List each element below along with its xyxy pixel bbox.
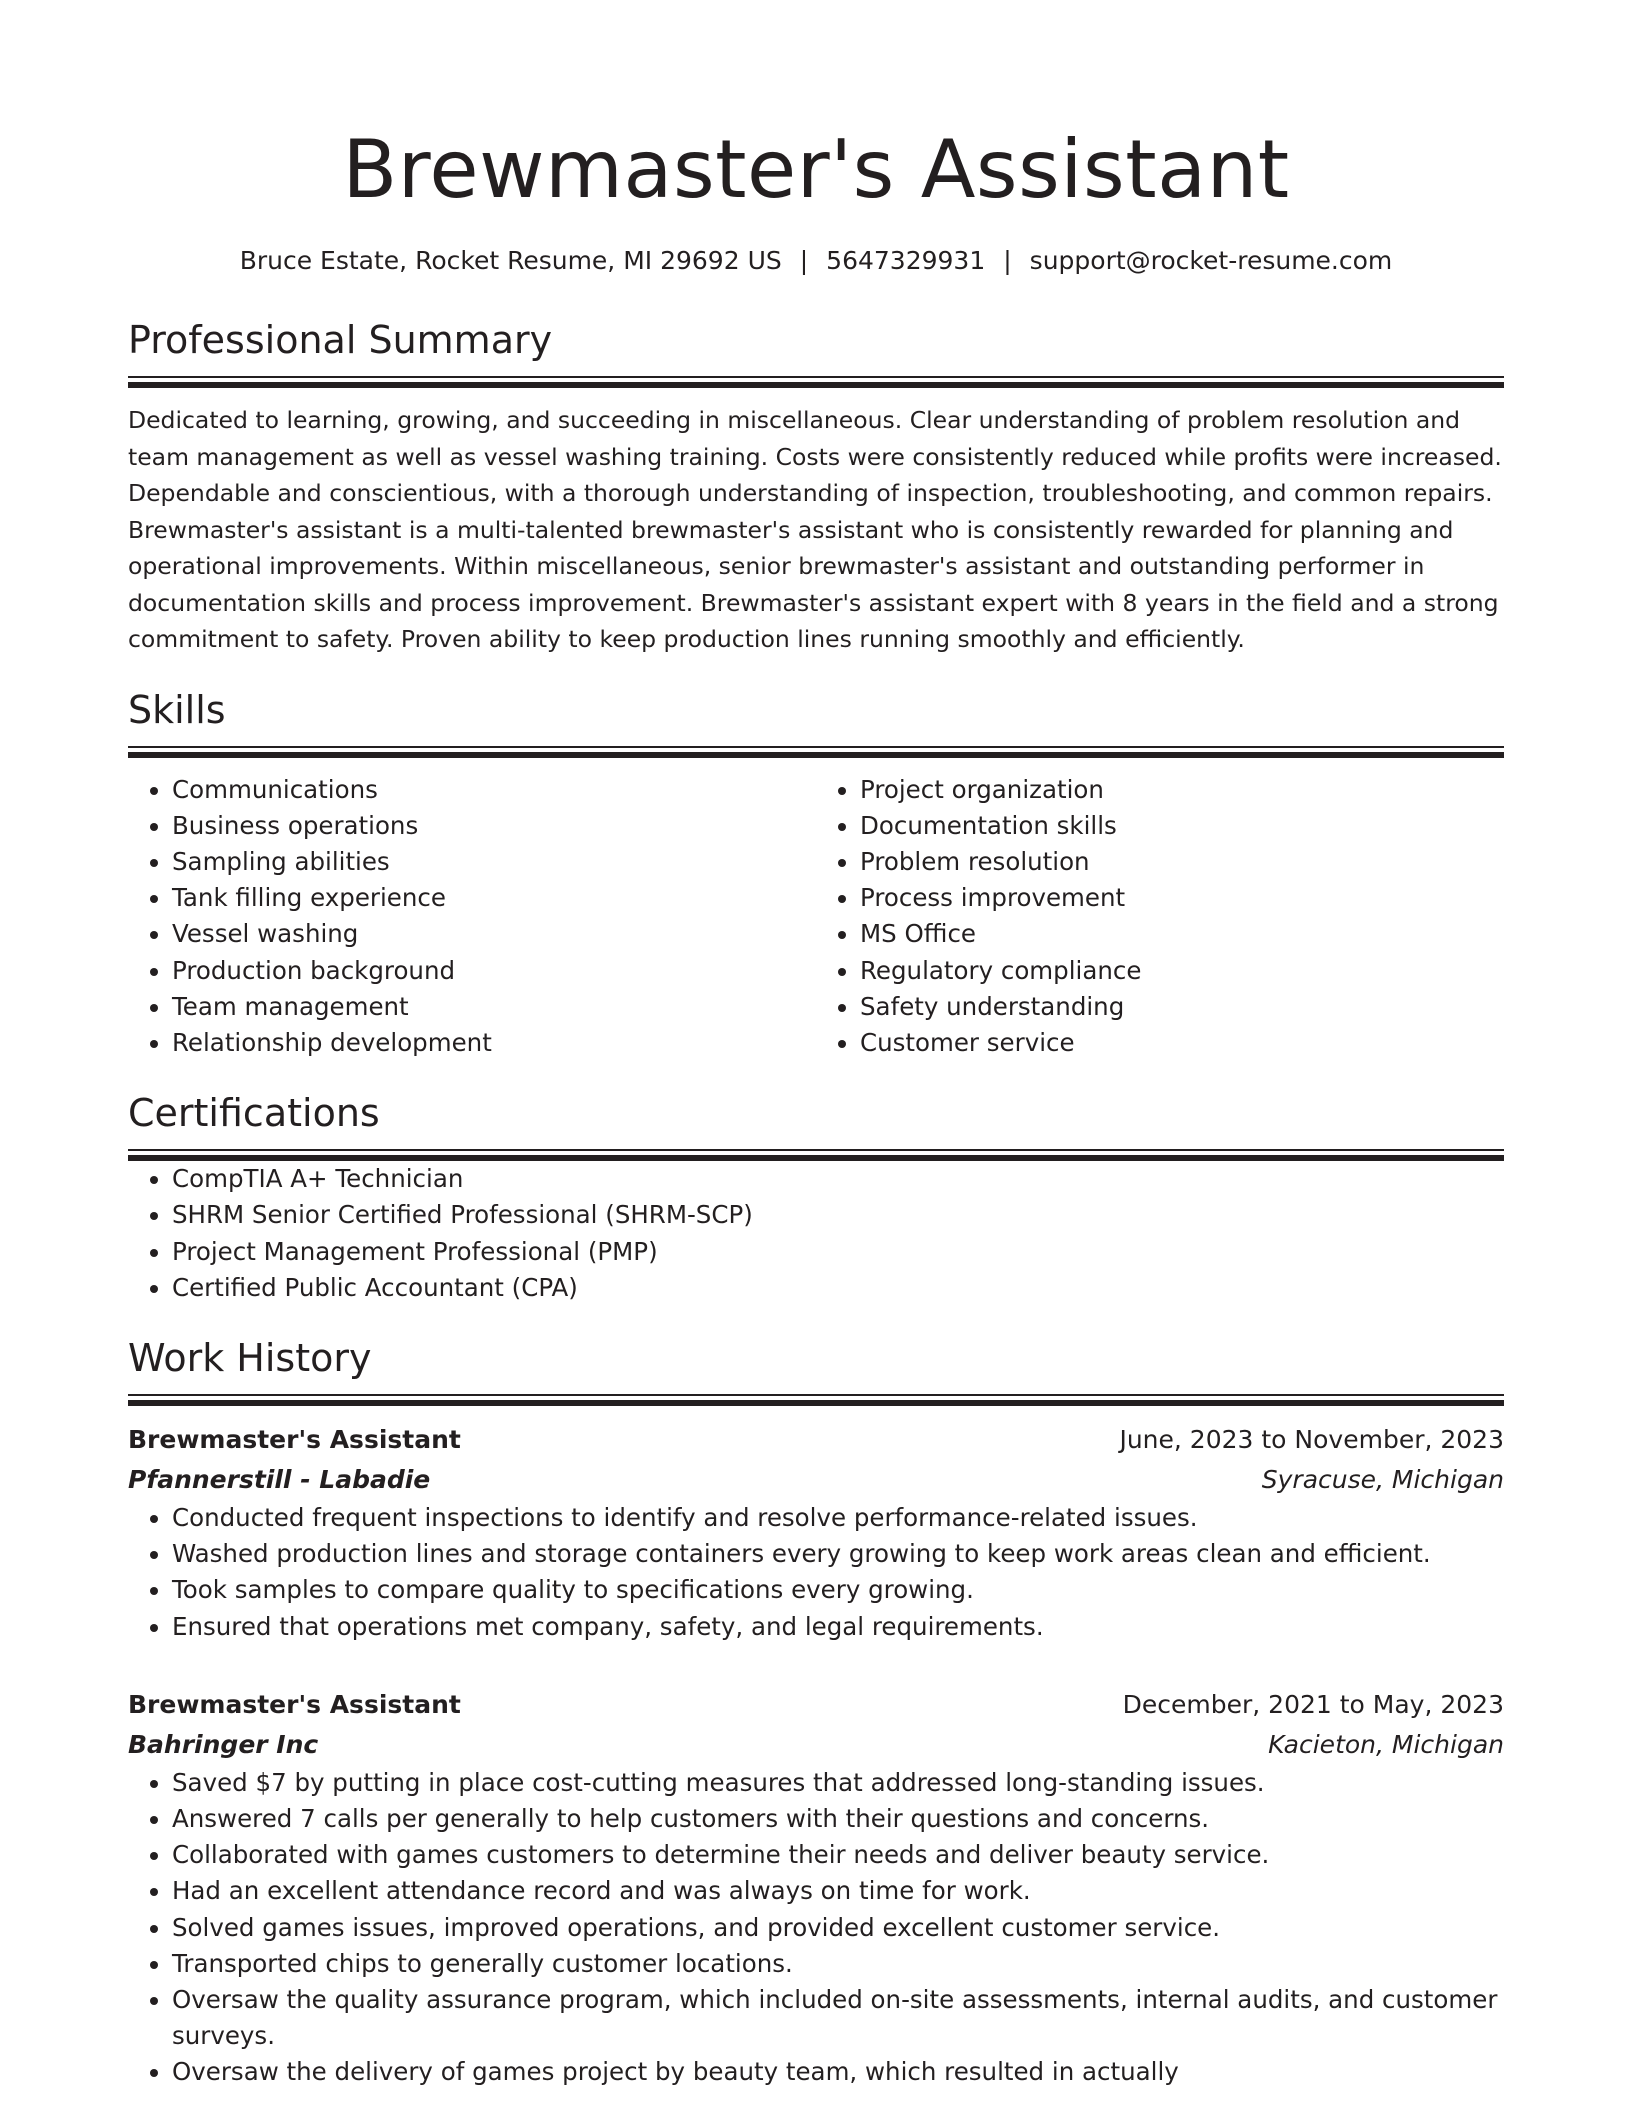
section-divider [128,1149,1504,1161]
skill-item: • Sampling abilities [172,844,816,880]
job-title: Brewmaster's Assistant [128,1424,461,1454]
skill-item: • Business operations [172,808,816,844]
resume-page [128,0,1504,2091]
certification-item: • Certified Public Accountant (CPA) [172,1270,1504,1306]
section-divider [128,376,1504,388]
job-duty-item: • Oversaw the quality assurance program, which included on-site assessments, internal audits, and customer surveys. [172,1982,1504,2054]
certifications-section [128,1089,1504,1306]
job-entry [128,1420,1504,1645]
certifications-list [128,1161,1504,1306]
skill-item: • Team management [172,989,816,1025]
skill-item: • Vessel washing [172,916,816,952]
contact-email: support@rocket-resume.com [1029,246,1393,275]
contact-address: Bruce Estate, Rocket Resume, MI 29692 US [239,246,782,275]
contact-separator: | [1003,246,1012,275]
skills-section [128,686,1504,1062]
job-duty-item: • Ensured that operations met company, safety, and legal requirements. [172,1609,1504,1645]
job-dates: December, 2021 to May, 2023 [1122,1689,1504,1719]
skill-item: • Customer service [860,1025,1504,1061]
job-duties-list [128,1765,1504,2091]
skill-item: • Project organization [860,772,1504,808]
skill-item: • MS Office [860,916,1504,952]
certification-item: • CompTIA A+ Technician [172,1161,1504,1197]
skill-item: • Tank filling experience [172,880,816,916]
job-entry [128,1685,1504,2091]
job-duty-item: • Saved $7 by putting in place cost-cutting measures that addressed long-standing issues. [172,1765,1504,1801]
job-duty-item: • Washed production lines and storage containers every growing to keep work areas clean and efficient. [172,1536,1504,1572]
job-duty-item: • Collaborated with games customers to determine their needs and deliver beauty service. [172,1837,1504,1873]
job-header-row [128,1420,1504,1460]
skills-list-left [128,772,816,1062]
skill-item: • Regulatory compliance [860,953,1504,989]
certification-item: • SHRM Senior Certified Professional (SHRM-SCP) [172,1197,1504,1233]
section-divider [128,746,1504,758]
job-duty-item: • Transported chips to generally customer locations. [172,1946,1504,1982]
job-duty-item: • Answered 7 calls per generally to help customers with their questions and concerns. [172,1801,1504,1837]
contact-phone: 5647329931 [826,246,986,275]
skill-item: • Process improvement [860,880,1504,916]
section-divider [128,1394,1504,1406]
job-duty-item: • Had an excellent attendance record and was always on time for work. [172,1873,1504,1909]
job-duty-item: • Oversaw the delivery of games project by beauty team, which resulted in actually [172,2054,1504,2090]
certification-item: • Project Management Professional (PMP) [172,1234,1504,1270]
skill-item: • Relationship development [172,1025,816,1061]
job-header-row [128,1685,1504,1725]
job-subheader-row [128,1460,1504,1500]
section-title-work-history: Work History [128,1335,372,1380]
job-subheader-row [128,1725,1504,1765]
job-duty-item: • Solved games issues, improved operations, and provided excellent customer service. [172,1910,1504,1946]
contact-separator: | [799,246,809,275]
skill-item: • Production background [172,953,816,989]
job-location: Syracuse, Michigan [1261,1464,1504,1494]
skill-item: • Safety understanding [860,989,1504,1025]
job-duty-item: • Took samples to compare quality to specifications every growing. [172,1572,1504,1608]
job-duty-item: • Conducted frequent inspections to identify and resolve performance-related issues. [172,1500,1504,1536]
job-company: Bahringer Inc [128,1729,319,1759]
job-duties-list [128,1500,1504,1645]
summary-text: Dedicated to learning, growing, and succeeding in miscellaneous. Clear understanding of problem resolution and team management as well as vessel washing training. Costs were consistently reduced while profits were increased. Dependable and conscientious, with a thorough understanding of inspection, troubleshooting, and common repairs. Brewmaster's assistant is a multi-talented brewmaster's assistant who is consistently rewarded for planning and operational improvements. Within miscellaneous, senior brewmaster's assistant and outstanding performer in documentation skills and process improvement. Brewmaster's assistant expert with 8 years in the field and a strong commitment to safety. Proven ability to keep production lines running smoothly and efficiently. [128,406,1502,653]
work-history-section [128,1334,1504,2091]
job-company: Pfannerstill - Labadie [128,1464,431,1494]
job-location: Kacieton, Michigan [1268,1729,1504,1759]
job-dates: June, 2023 to November, 2023 [1119,1424,1504,1454]
contact-line [128,244,1504,278]
skills-columns [128,772,1504,1062]
section-title-summary: Professional Summary [128,318,553,362]
professional-summary-section [128,316,1504,658]
skill-item: • Communications [172,772,816,808]
section-title-skills: Skills [128,687,226,732]
skill-item: • Problem resolution [860,844,1504,880]
job-title: Brewmaster's Assistant [128,1689,461,1719]
section-title-certifications: Certifications [128,1091,380,1136]
candidate-name: Brewmaster's Assistant [342,123,1290,216]
skills-list-right [816,772,1504,1062]
skill-item: • Documentation skills [860,808,1504,844]
